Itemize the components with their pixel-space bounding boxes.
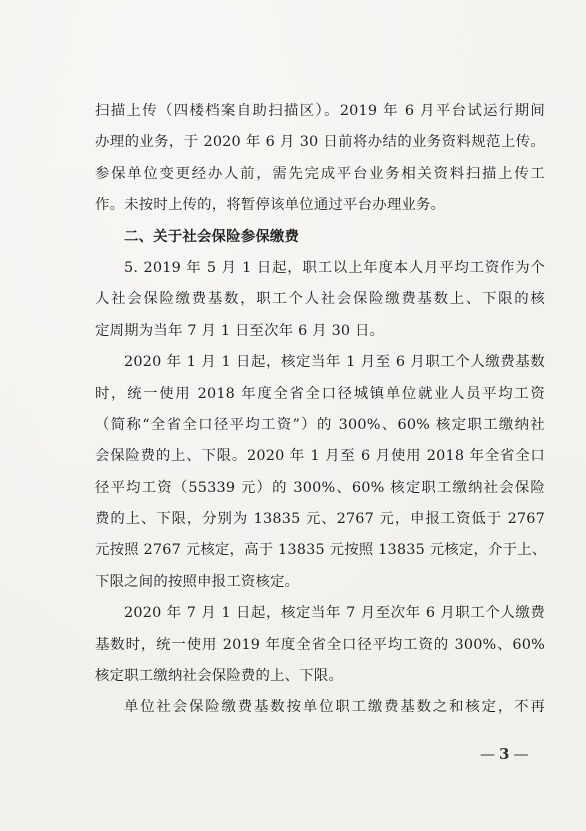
page-number-dash-right: —: [513, 745, 529, 763]
text-line: 费的上、下限，分别为 13835 元、2767 元，申报工资低于 2767: [95, 511, 545, 528]
text-line: 2020 年 7 月 1 日起，核定当年 7 月至次年 6 月职工个人缴费: [124, 605, 545, 622]
text-line: 作。未按时上传的，将暂停该单位通过平台办理业务。: [95, 197, 446, 214]
document-body: [95, 96, 545, 724]
text-line: 定周期为当年 7 月 1 日至次年 6 月 30 日。: [95, 322, 385, 339]
text-line: 径平均工资（55339 元）的 300%、60% 核定职工缴纳社会保险: [95, 479, 545, 496]
text-line: 2020 年 1 月 1 日起，核定当年 1 月至 6 月职工个人缴费基数: [124, 354, 545, 371]
text-line: 元按照 2767 元核定，高于 13835 元按照 13835 元核定，介于上、: [95, 542, 547, 559]
page-number-dash-left: —: [480, 745, 495, 763]
text-line: 单位社会保险缴费基数按单位职工缴费基数之和核定，不再: [124, 699, 545, 716]
page-number: [480, 745, 528, 763]
section-heading: 二、关于社会保险参保缴费: [124, 228, 300, 245]
text-line: 基数时，统一使用 2019 年度全省全口径平均工资的 300%、60%: [95, 636, 545, 653]
text-line: 核定职工缴纳社会保险费的上、下限。: [95, 668, 344, 685]
text-line: 5. 2019 年 5 月 1 日起，职工以上年度本人月平均工资作为个: [124, 259, 545, 276]
text-line: 会保险费的上、下限。2020 年 1 月至 6 月使用 2018 年全省全口: [95, 448, 545, 465]
text-line: 扫描上传（四楼档案自助扫描区）。2019 年 6 月平台试运行期间: [95, 103, 545, 119]
text-line: 时，统一使用 2018 年度全省全口径城镇单位就业人员平均工资: [95, 385, 545, 402]
text-line: （简称“全省全口径平均工资”）的 300%、60% 核定职工缴纳社: [95, 416, 545, 433]
page-number-value: 3: [499, 745, 510, 763]
text-line: 人社会保险缴费基数，职工个人社会保险缴费基数上、下限的核: [95, 291, 545, 308]
text-line: 下限之间的按照申报工资核定。: [95, 573, 300, 590]
text-line: 办理的业务，于 2020 年 6 月 30 日前将办结的业务资料规范上传。: [95, 134, 545, 151]
text-line: 参保单位变更经办人前，需先完成平台业务相关资料扫描上传工: [95, 165, 545, 182]
